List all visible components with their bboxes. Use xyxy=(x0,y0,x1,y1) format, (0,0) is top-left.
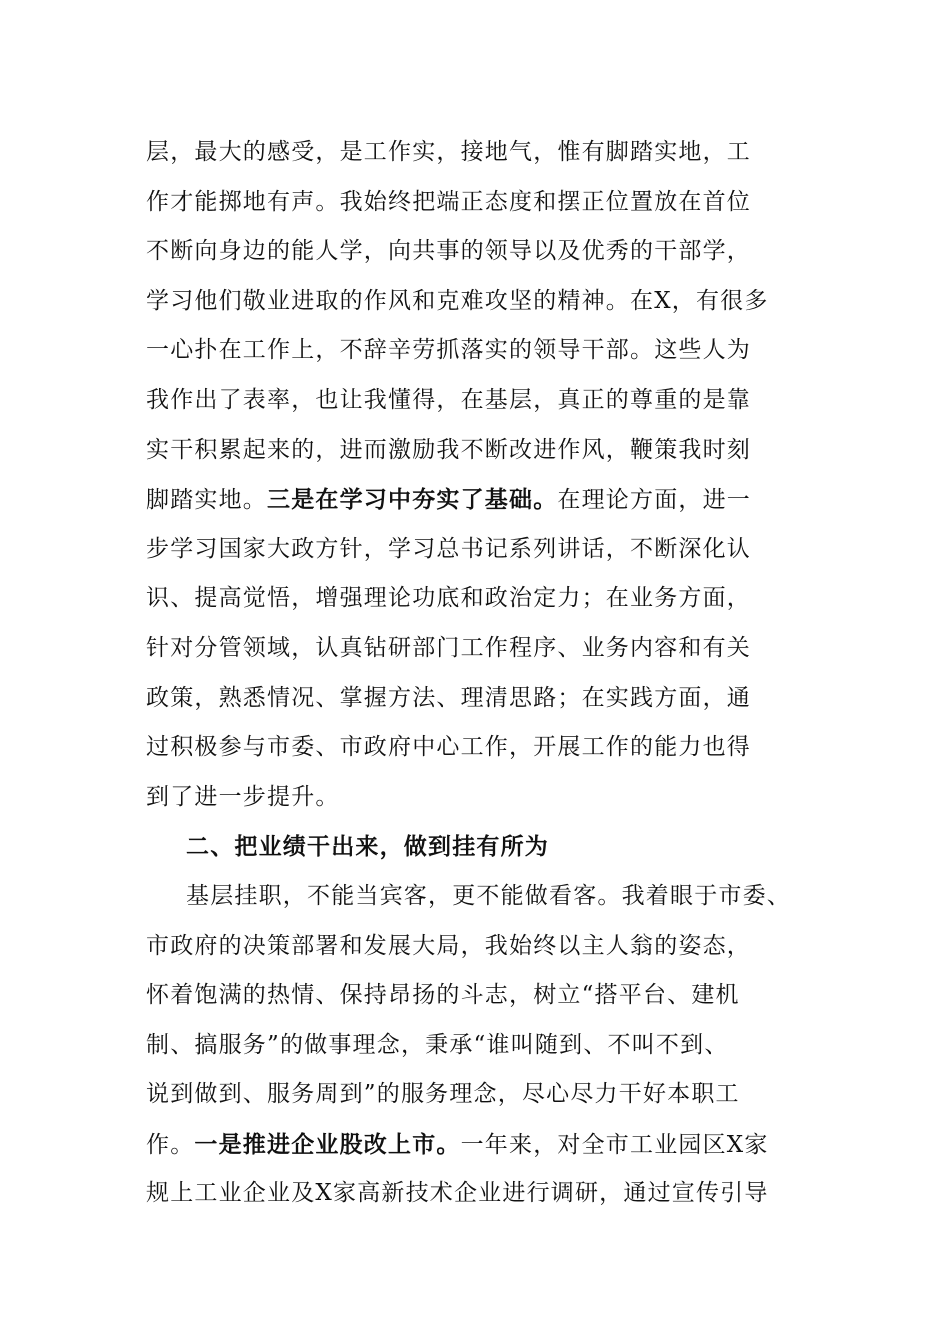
body-line: 不断向身边的能人学，向共事的领导以及优秀的干部学， xyxy=(146,238,751,265)
body-line: 作才能掷地有声。我始终把端正态度和摆正位置放在首位 xyxy=(146,188,751,215)
body-line: 规上工业企业及X家高新技术企业进行调研，通过宣传引导 xyxy=(146,1180,769,1207)
body-line: 政策，熟悉情况、掌握方法、理清思路；在实践方面，通 xyxy=(146,684,751,711)
body-line: 识、提高觉悟，增强理论功底和政治定力；在业务方面， xyxy=(146,585,751,612)
body-text: 脚踏实地。 xyxy=(146,487,267,514)
body-line: 说到做到、服务周到”的服务理念，尽心尽力干好本职工 xyxy=(146,1081,740,1108)
body-line: 步学习国家大政方针，学习总书记系列讲话，不断深化认 xyxy=(146,535,751,562)
body-line: 层，最大的感受，是工作实，接地气，惟有脚踏实地，工 xyxy=(146,139,751,165)
document-body xyxy=(146,128,814,1219)
body-line: 我作出了表率，也让我懂得，在基层，真正的尊重的是靠 xyxy=(146,386,751,413)
body-line: 实干积累起来的，进而激励我不断改进作风，鞭策我时刻 xyxy=(146,436,751,463)
body-line: 一心扑在工作上，不辞辛劳抓落实的领导干部。这些人为 xyxy=(146,337,751,364)
body-line: 制、搞服务”的做事理念，秉承“谁叫随到、不叫不到、 xyxy=(146,1031,729,1058)
body-text: 一年来，对全市工业园区X家 xyxy=(460,1131,769,1158)
bold-lead-phrase: 一是推进企业股改上市。 xyxy=(194,1130,461,1158)
bold-lead-phrase: 三是在学习中夯实了基础。 xyxy=(267,486,558,514)
body-line: 到了进一步提升。 xyxy=(146,783,340,810)
body-line: 针对分管领域，认真钻研部门工作程序、业务内容和有关 xyxy=(146,634,751,661)
body-line: 基层挂职，不能当宾客，更不能做看客。我着眼于市委、 xyxy=(186,882,791,909)
body-line: 市政府的决策部署和发展大局，我始终以主人翁的姿态， xyxy=(146,932,751,959)
body-line xyxy=(146,1120,814,1170)
body-line: 怀着饱满的热情、保持昂扬的斗志，树立“搭平台、建机 xyxy=(146,982,740,1009)
body-line: 过积极参与市委、市政府中心工作，开展工作的能力也得 xyxy=(146,734,751,761)
body-line xyxy=(146,475,814,525)
body-line: 学习他们敬业进取的作风和克难攻坚的精神。在X，有很多 xyxy=(146,287,769,314)
section-heading: 二、把业绩干出来，做到挂有所为 xyxy=(186,833,549,861)
body-text: 作。 xyxy=(146,1131,195,1158)
body-text: 在理论方面，进一 xyxy=(557,487,752,514)
